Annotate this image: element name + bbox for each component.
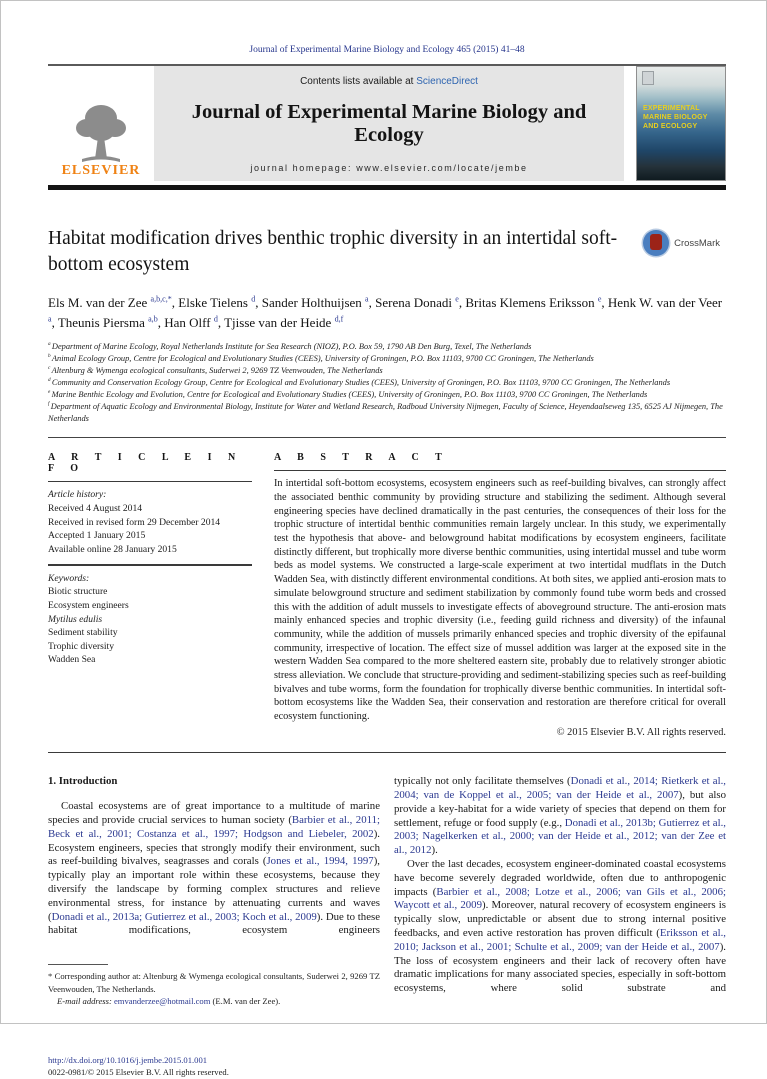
elsevier-tree-icon	[70, 101, 132, 165]
affiliation: $^a$ Department of Marine Ecology, Royal Netherlands Institute for Sea Research (NIOZ), P.O. Box 59, 1790 AB Den Burg, Texel, The Netherlands	[48, 341, 532, 352]
banner-center	[154, 66, 624, 181]
journal-citation-header: Journal of Experimental Marine Biology and Ecology 465 (2015) 41–48	[249, 45, 525, 55]
crossmark-icon	[643, 230, 669, 256]
right-column	[394, 775, 726, 1079]
intro-paragraph: typically not only facilitate themselves (Donadi et al., 2014; Rietkerk et al., 2004; van de Koppel et al., 2005; van der Heide et al., 2007), but also provide a key-habitat for a wide variety of species that depend on them for settlement, refuge or food supply (e.g., Donadi et al., 2013b; Gutierrez et al., 2003; Nagelkerken et al., 2000; van der Heide et al., 2012; van der Zee et al., 2012).	[394, 775, 726, 857]
issn-copyright-line: 0022-0981/© 2015 Elsevier B.V. All rights reserved.	[48, 1067, 229, 1078]
footnote-rule	[48, 964, 108, 965]
intro-paragraph: Over the last decades, ecosystem engineer-dominated coastal ecosystems have become severely degraded worldwide, often due to anthropogenic impacts (Barbier et al., 2008; Lotze et al., 2006; van Gils et al., 2006; Waycott et al., 2009). Moreover, natural recovery of ecosystem engineers is typically slow, unpredictable or absent due to strong internal positive feedbacks, and even active restoration has proven difficult (Eriksson et al., 2010; Jackson et al., 2001; Schulte et al., 2009; van der Heide et al., 2007). The loss of ecosystem engineers and their lack of recovery often have dramatic implications for many associated species, especially in soft-bottom ecosystems, where solid substrate and	[394, 857, 726, 995]
keyword: Trophic diversity	[48, 640, 115, 652]
article-info-heading: A R T I C L E I N F O	[48, 451, 239, 474]
contents-line	[162, 76, 616, 87]
abstract-text: In intertidal soft-bottom ecosystems, ecosystem engineers such as reef-building bivalves, can strongly affect the associated benthic community by providing structure and stabilizing the sediment. Although several engineering species have declined dramatically in the past centuries, the consequences of their loss for the trophic structure of intertidal benthic communities remain largely unclear. In this study, we experimentally test the hypothesis that above- and belowground habitat modifications by ecosystem engineers, facilitate distinctly different, but trophically more diverse benthic communities, using intertidal mussel and tube worm beds as model systems. We constructed a large-scale experiment at two intertidal mudflats in the Dutch Wadden Sea, with distinctly different environmental conditions. At both sites, we applied anti-erosion mats to simulate belowground structure and sediment stabilization by commonly found tube worm beds and crossed this with the addition of adult mussels to investigate effects of aboveground structure. The anti-erosion mats mainly enhanced species and trophic diversity (i.e., feeding guild richness and diversity) of the infaunal community, while the addition of mussels primarily enhanced species and trophic diversity of the epifaunal community, irrespective of location. The effect size of mussel addition was larger at the exposed site in the western Wadden Sea compared to the more sheltered eastern site, probably due to relatively stronger abiotic stress alleviation. We conclude that structure-providing and sediment-stabilizing species such as reef-building bivalves and tube worms, form the foundation for trophically diverse benthic communities. In intertidal soft-bottom ecosystems like the Wadden Sea, their conservation and restoration are therefore critical for overall ecosystem functioning.	[274, 478, 726, 722]
affiliation: $^e$ Marine Benthic Ecology and Evolution, Centre for Ecological and Evolutionary Studies (CEES), University of Groningen, P.O. Box 11103, 9700 CC Groningen, The Netherlands	[48, 389, 648, 400]
crossmark-label: CrossMark	[674, 237, 720, 249]
article-title: Habitat modification drives benthic trophic diversity in an intertidal soft-bottom ecosystem	[48, 228, 618, 275]
affiliation: $^c$ Altenburg & Wymenga ecological consultants, Suderwei 2, 9269 TZ Veenwouden, The Netherlands	[48, 365, 383, 376]
section-divider	[48, 437, 726, 438]
section-divider	[48, 752, 726, 753]
article-footer	[48, 1054, 380, 1079]
affiliation: $^f$ Department of Aquatic Ecology and Environmental Biology, Institute for Water and Wetland Research, Radboud University Nijmegen, Faculty of Science, Heyendaalseweg 135, 6525 AJ Nijmegen, The Netherlands	[48, 401, 723, 423]
journal-title: Journal of Experimental Marine Biology and Ecology	[191, 101, 587, 146]
history-accepted: Accepted 1 January 2015	[48, 530, 146, 542]
cover-title: EXPERIMENTAL MARINE BIOLOGY AND ECOLOGY	[643, 105, 708, 130]
left-column	[48, 775, 380, 1079]
abstract-column	[274, 452, 726, 738]
elsevier-logo[interactable]	[48, 66, 154, 181]
journal-homepage-link[interactable]: journal homepage: www.elsevier.com/locate/jembe	[250, 163, 528, 173]
introduction-heading: 1. Introduction	[48, 775, 118, 788]
affiliations-list	[48, 341, 726, 424]
author-list: Els M. van der Zee $^{a,b,c,*}$, Elske Tielens $^d$, Sander Holthuijsen $^a$, Serena Donadi $^e$, Britas Klemens Eriksson $^e$, Henk W. van der Veer $^a$, Theunis Piersma $^{a,b}$, Han Olff $^d$, Tjisse van der Heide $^{d,f}$	[48, 295, 723, 330]
history-online: Available online 28 January 2015	[48, 543, 177, 555]
journal-cover-thumbnail[interactable]	[636, 66, 726, 181]
rule	[274, 470, 726, 471]
keyword: Ecosystem engineers	[48, 599, 129, 611]
body-columns	[48, 775, 726, 1079]
sciencedirect-link[interactable]: ScienceDirect	[416, 76, 478, 87]
keywords-label: Keywords:	[48, 572, 90, 584]
keyword: Mytilus edulis	[48, 613, 103, 625]
keyword: Wadden Sea	[48, 654, 96, 666]
affiliation: $^b$ Animal Ecology Group, Centre for Ecological and Evolutionary Studies (CEES), University of Groningen, P.O. Box 11103, 9700 CC Groningen, The Netherlands	[48, 353, 594, 364]
email-line: E-mail address: emvanderzee@hotmail.com (E.M. van der Zee).	[57, 996, 281, 1007]
copyright-line: © 2015 Elsevier B.V. All rights reserved.	[556, 726, 726, 738]
journal-banner	[48, 66, 726, 181]
meta-section	[48, 452, 726, 738]
corresponding-author-note: * Corresponding author at: Altenburg & Wymenga ecological consultants, Suderwei 2, 9269 TZ Veenwouden, The Netherlands.	[48, 971, 380, 994]
contents-prefix: Contents lists available at	[300, 76, 417, 87]
article-info-column	[48, 452, 252, 738]
intro-paragraph: Coastal ecosystems are of great importance to a multitude of marine species and provide crucial services to human society (Barbier et al., 2011; Beck et al., 2001; Costanza et al., 1997; Hodgson and Liebeler, 2002). Ecosystem engineers, species that strongly modify their environment, such as reef-building bivalves, seagrasses and corals (Jones et al., 1994, 1997), typically play an important role within these ecosystems, because they diversify the landscape by forming complex structures and relieve environmental stress, for instance by attenuating currents and waves (Donadi et al., 2013a; Gutierrez et al., 2003; Koch et al., 2009). Due to these habitat modifications, ecosystem engineers	[48, 800, 380, 937]
keyword: Sediment stability	[48, 627, 118, 639]
abstract-heading: A B S T R A C T	[274, 451, 445, 463]
rule	[48, 564, 252, 565]
article-history-label: Article history:	[48, 489, 107, 501]
title-block	[48, 226, 726, 277]
doi-link[interactable]: http://dx.doi.org/10.1016/j.jembe.2015.01.001	[48, 1054, 208, 1065]
history-received: Received 4 August 2014	[48, 502, 143, 514]
history-revised: Received in revised form 29 December 2014	[48, 516, 221, 528]
affiliation: $^d$ Community and Conservation Ecology Group, Centre for Ecological and Evolutionary Studies (CEES), University of Groningen, P.O. Box 11103, 9700 CC Groningen, The Netherlands	[48, 377, 671, 388]
crossmark-badge[interactable]	[643, 230, 720, 256]
elsevier-wordmark: ELSEVIER	[61, 163, 141, 178]
header-bottom-rule	[48, 185, 726, 190]
rule	[48, 481, 252, 482]
keyword: Biotic structure	[48, 586, 108, 598]
cover-publisher-icon	[642, 71, 654, 85]
